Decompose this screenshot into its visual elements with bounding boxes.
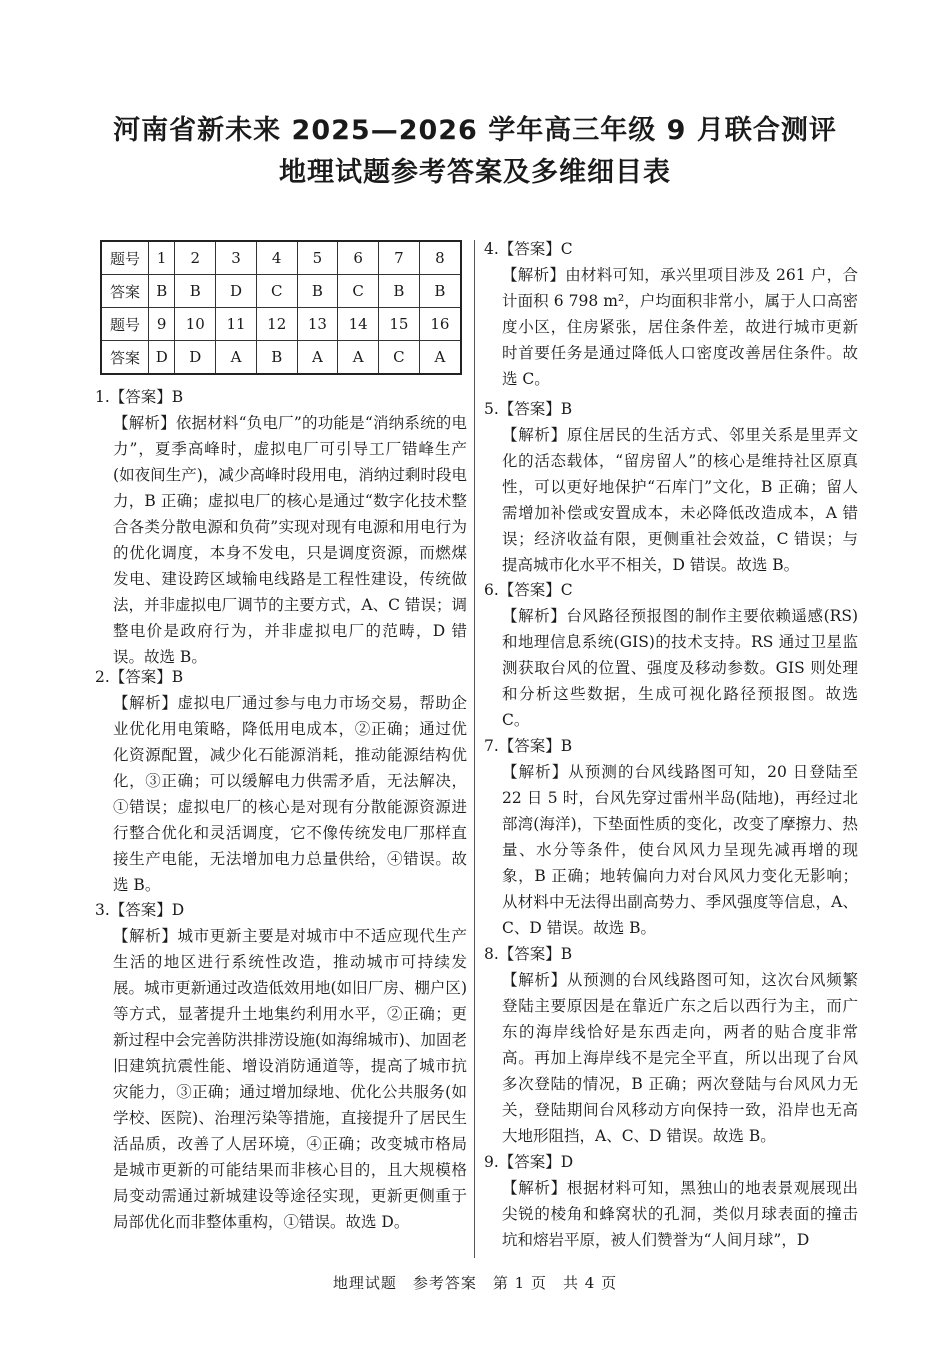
answer-table-cell: 16 bbox=[419, 308, 461, 341]
question-2-answer: 2.【答案】B bbox=[95, 668, 184, 686]
question-5-explanation: 【解析】原住居民的生活方式、邻里关系是里弄文化的活态载体，“留房留人”的核心是维持社区原真性，可以更好地保护“石库门”文化，B 正确；留人需增加补偿或安置成本，未必降低改造成本，A 错误；经济收益有限，更侧重社会效益，C 错误；与提高城市化水平不相关，D 错误。故选 B。 bbox=[502, 426, 858, 574]
answer-table-cell: 1 bbox=[149, 241, 175, 275]
question-3 bbox=[95, 897, 467, 1235]
answer-table-cell: 9 bbox=[149, 308, 175, 341]
answer-table-cell: 6 bbox=[338, 241, 379, 275]
question-9 bbox=[484, 1149, 858, 1253]
question-1 bbox=[95, 384, 467, 670]
answer-table-cell: B bbox=[419, 275, 461, 308]
answer-table-cell: 12 bbox=[256, 308, 297, 341]
answer-table-cell: C bbox=[256, 275, 297, 308]
answer-table-cell: A bbox=[419, 341, 461, 375]
answer-table-cell: 2 bbox=[175, 241, 216, 275]
question-4-explanation: 【解析】由材料可知，承兴里项目涉及 261 户，合计面积 6 798 m²，户均面积非常小，属于人口高密度小区，住房紧张，居住条件差，故进行城市更新时首要任务是通过降低人口密度改善居住条件。故选 C。 bbox=[502, 266, 858, 388]
answer-table-cell: 4 bbox=[256, 241, 297, 275]
question-3-explanation: 【解析】城市更新主要是对城市中不适应现代生产生活的地区进行系统性改造，推动城市可持续发展。城市更新通过改造低效用地(如旧厂房、棚户区)等方式，显著提升土地集约利用水平，②正确；更新过程中会完善防洪排涝设施(如海绵城市)、加固老旧建筑抗震性能、增设消防通道等，提高了城市抗灾能力，③正确；通过增加绿地、优化公共服务(如学校、医院)、治理污染等措施，直接提升了居民生活品质，改善了人居环境，④正确；改变城市格局是城市更新的可能结果而非核心目的，且大规模格局变动需通过新城建设等途径实现，更新更侧重于局部优化而非整体重构，①错误。故选 D。 bbox=[113, 927, 467, 1231]
question-1-answer: 1.【答案】B bbox=[95, 388, 184, 406]
question-5 bbox=[484, 396, 858, 578]
question-3-answer: 3.【答案】D bbox=[95, 901, 185, 919]
answer-table-cell: 11 bbox=[216, 308, 257, 341]
question-6 bbox=[484, 577, 858, 733]
question-2 bbox=[95, 664, 467, 898]
question-7-answer: 7.【答案】B bbox=[484, 737, 573, 755]
question-5-answer: 5.【答案】B bbox=[484, 400, 573, 418]
answer-table-cell: 10 bbox=[175, 308, 216, 341]
answer-table-cell: 7 bbox=[379, 241, 420, 275]
answer-table-cell: B bbox=[149, 275, 175, 308]
question-4 bbox=[484, 236, 858, 392]
page-footer: 地理试题 参考答案 第 1 页 共 4 页 bbox=[332, 1274, 618, 1292]
answer-table-cell: 3 bbox=[216, 241, 257, 275]
answer-table-cell: 14 bbox=[338, 308, 379, 341]
answer-table-cell: C bbox=[338, 275, 379, 308]
answer-table-cell: A bbox=[338, 341, 379, 375]
question-9-answer: 9.【答案】D bbox=[484, 1153, 574, 1171]
question-8 bbox=[484, 941, 858, 1149]
answer-table-cell: 13 bbox=[297, 308, 338, 341]
question-6-answer: 6.【答案】C bbox=[484, 581, 573, 599]
question-7-explanation: 【解析】从预测的台风线路图可知，20 日登陆至 22 日 5 时，台风先穿过雷州半岛(陆地)，再经过北部湾(海洋)，下垫面性质的变化，改变了摩擦力、热量、水分等条件，使台风风力呈现先减再增的现象，B 正确；地转偏向力对台风风力变化无影响；从材料中无法得出副高势力、季风强度等信息，A、C、D 错误。故选 B。 bbox=[502, 763, 858, 937]
answer-table-cell: B bbox=[256, 341, 297, 375]
answer-table-cell: 15 bbox=[379, 308, 420, 341]
question-8-answer: 8.【答案】B bbox=[484, 945, 573, 963]
answer-table-row-header: 答案 bbox=[101, 275, 149, 308]
answer-table-row-header: 题号 bbox=[101, 241, 149, 275]
answer-table-cell: 5 bbox=[297, 241, 338, 275]
answer-table bbox=[100, 240, 462, 375]
answer-table-cell: B bbox=[175, 275, 216, 308]
answer-table-cell: D bbox=[149, 341, 175, 375]
answer-table-cell: A bbox=[297, 341, 338, 375]
question-6-explanation: 【解析】台风路径预报图的制作主要依赖遥感(RS)和地理信息系统(GIS)的技术支持。RS 通过卫星监测获取台风的位置、强度及移动参数。GIS 则处理和分析这些数据，生成可视化路径预报图。故选 C。 bbox=[502, 607, 858, 729]
question-8-explanation: 【解析】从预测的台风线路图可知，这次台风频繁登陆主要原因是在靠近广东之后以西行为主，而广东的海岸线恰好是东西走向，两者的贴合度非常高。再加上海岸线不是完全平直，所以出现了台风多次登陆的情况，B 正确；两次登陆与台风风力无关，登陆期间台风移动方向保持一致，沿岸也无高大地形阻挡，A、C、D 错误。故选 B。 bbox=[502, 971, 858, 1145]
question-2-explanation: 【解析】虚拟电厂通过参与电力市场交易，帮助企业优化用电策略，降低用电成本，②正确；通过优化资源配置，减少化石能源消耗，推动能源结构优化，③正确；可以缓解电力供需矛盾，无法解决，①错误；虚拟电厂的核心是对现有分散能源资源进行整合优化和灵活调度，它不像传统发电厂那样直接生产电能，无法增加电力总量供给，④错误。故选 B。 bbox=[113, 694, 467, 894]
answer-table-row-header: 题号 bbox=[101, 308, 149, 341]
question-4-answer: 4.【答案】C bbox=[484, 240, 573, 258]
column-divider bbox=[474, 240, 475, 1258]
answer-table-row bbox=[101, 275, 461, 308]
answer-table-cell: B bbox=[297, 275, 338, 308]
answer-table-row-header: 答案 bbox=[101, 341, 149, 375]
answer-table-cell: D bbox=[175, 341, 216, 375]
answer-table-row bbox=[101, 308, 461, 341]
answer-table-cell: B bbox=[379, 275, 420, 308]
answer-table-cell: 8 bbox=[419, 241, 461, 275]
page-subtitle: 地理试题参考答案及多维细目表 bbox=[279, 157, 671, 188]
answer-table-cell: C bbox=[379, 341, 420, 375]
question-7 bbox=[484, 733, 858, 941]
answer-table-cell: D bbox=[216, 275, 257, 308]
answer-table-row bbox=[101, 241, 461, 275]
question-9-explanation: 【解析】根据材料可知，黑独山的地表景观展现出尖锐的棱角和蜂窝状的孔洞，类似月球表面的撞击坑和熔岩平原，被人们赞誉为“人间月球”，D bbox=[502, 1179, 858, 1249]
answer-table-row bbox=[101, 341, 461, 375]
question-1-explanation: 【解析】依据材料“负电厂”的功能是“消纳系统的电力”，夏季高峰时，虚拟电厂可引导工厂错峰生产(如夜间生产)，减少高峰时段用电，消纳过剩时段电力，B 正确；虚拟电厂的核心是通过“数字化技术整合各类分散电源和负荷”实现对现有电源和用电行为的优化调度，本身不发电，只是调度资源，而燃煤发电、建设跨区域输电线路是工程性建设，传统做法，并非虚拟电厂调节的主要方式，A、C 错误；调整电价是政府行为，并非虚拟电厂的范畴，D 错误。故选 B。 bbox=[113, 414, 467, 666]
page-title: 河南省新未来 2025—2026 学年高三年级 9 月联合测评 bbox=[113, 115, 837, 146]
answer-table-cell: A bbox=[216, 341, 257, 375]
